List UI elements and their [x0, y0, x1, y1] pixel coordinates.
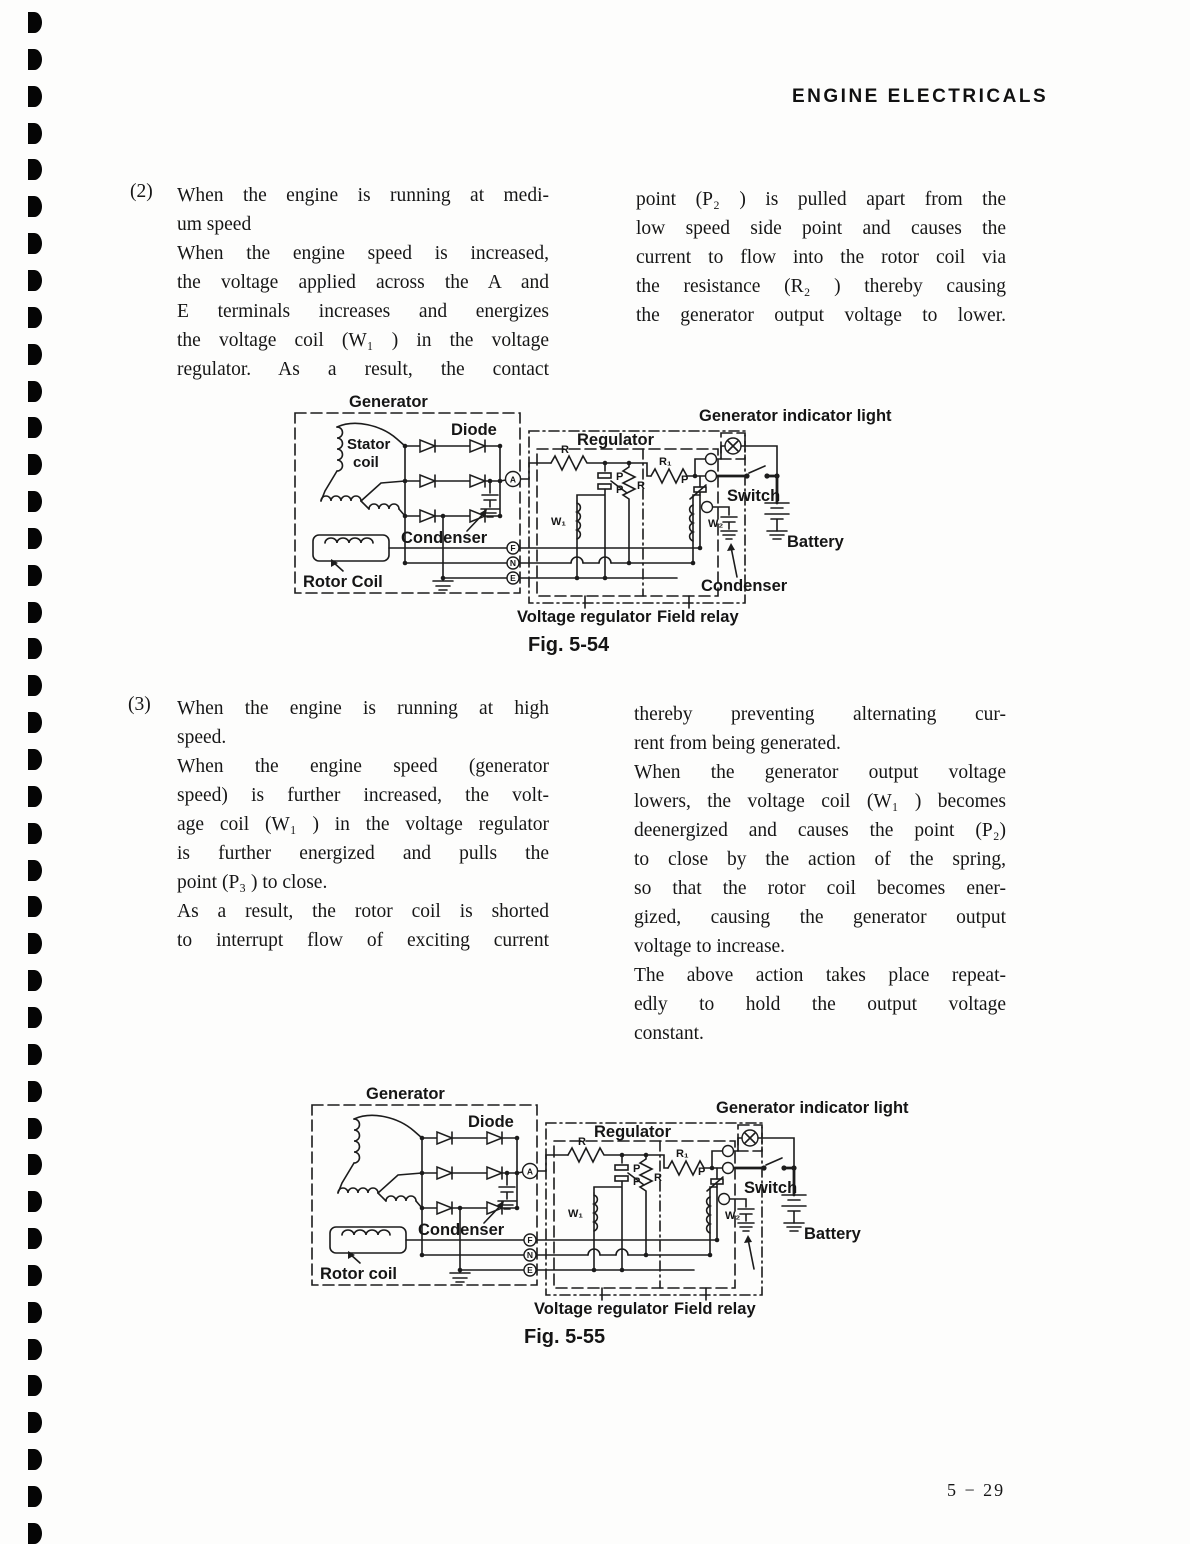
- contact-p-label: P: [633, 1176, 641, 1188]
- generator-label: Generator: [366, 1085, 445, 1103]
- para3-marker: (3): [128, 694, 151, 715]
- terminal-e: E: [527, 1265, 533, 1275]
- field-relay-label: Field relay: [674, 1300, 756, 1318]
- terminal-a: A: [509, 474, 517, 485]
- binding-hole: [28, 638, 42, 659]
- contact-p-label: P: [616, 484, 624, 496]
- text-line: um speed: [177, 214, 252, 235]
- terminal-f: F: [527, 1235, 533, 1245]
- generator-section: [312, 1085, 717, 1285]
- resistor-r-label: R: [561, 444, 569, 456]
- generator-section: [295, 393, 700, 593]
- binding-hole: [28, 1449, 42, 1470]
- binding-hole: [28, 1265, 42, 1286]
- condenser-label: Condenser: [401, 529, 488, 547]
- binding-hole: [28, 1486, 42, 1507]
- coil-w1-label: W₁: [568, 1208, 583, 1220]
- fig-5-54-caption: Fig. 5-54: [528, 634, 610, 656]
- text-line: thereby preventing alternating cur-: [634, 704, 1006, 725]
- binding-hole: [28, 86, 42, 107]
- text-line: the generator output voltage to lower.: [636, 305, 1006, 326]
- coil-w2-label: W₂: [725, 1210, 741, 1222]
- binding-hole: [28, 159, 42, 180]
- binding-hole: [28, 1081, 42, 1102]
- text-line: deenergized and causes the point (P₂): [634, 820, 1006, 841]
- binding-hole: [28, 381, 42, 402]
- battery-icon: [782, 1195, 806, 1231]
- binding-hole: [28, 933, 42, 954]
- resistor-r1-label: R₁: [659, 456, 672, 468]
- terminal-e: E: [510, 573, 516, 583]
- text-line: When the engine is running at high: [177, 698, 549, 719]
- binding-hole: [28, 1191, 42, 1212]
- text-line: E terminals increases and energizes: [177, 301, 549, 322]
- condenser-label: Condenser: [418, 1221, 505, 1239]
- para3-left-column: [177, 694, 549, 955]
- binding-hole: [28, 1523, 42, 1544]
- text-line: speed) is further increased, the volt-: [177, 785, 549, 806]
- contact-p-label: P: [698, 1166, 706, 1178]
- generator-indicator-light-label: Generator indicator light: [699, 407, 892, 425]
- rotor-coil-label: Rotor Coil: [303, 573, 383, 591]
- text-line: the voltage coil (W₁ ) in the voltage: [177, 330, 549, 351]
- text-line: to close by the action of the spring,: [634, 849, 1006, 870]
- voltage-regulator-label: Voltage regulator: [534, 1300, 669, 1318]
- binding-hole: [28, 602, 42, 623]
- binding-hole: [28, 1412, 42, 1433]
- binding-hole: [28, 196, 42, 217]
- binding-hole: [28, 1007, 42, 1028]
- contact-p-label: P: [681, 474, 689, 486]
- binding-hole: [28, 860, 42, 881]
- binding-hole: [28, 1044, 42, 1065]
- diode-label: Diode: [468, 1113, 514, 1131]
- terminal-a: A: [526, 1166, 534, 1177]
- binding-hole: [28, 528, 42, 549]
- binding-hole: [28, 896, 42, 917]
- rotor-coil-label: Rotor coil: [320, 1265, 397, 1283]
- binding-hole: [28, 565, 42, 586]
- binding-hole: [28, 970, 42, 991]
- text-line: When the engine speed (generator: [177, 756, 549, 777]
- terminal-f: F: [510, 543, 516, 553]
- generator-condenser: [401, 481, 499, 547]
- text-line: the resistance (R₂ ) thereby causing: [636, 276, 1006, 297]
- binding-hole: [28, 233, 42, 254]
- generator-condenser: [418, 1173, 516, 1239]
- rotor-coil: [320, 1227, 406, 1283]
- binding-hole: [28, 1118, 42, 1139]
- text-line: As a result, the rotor coil is shorted: [177, 901, 549, 922]
- battery-label: Battery: [787, 533, 844, 551]
- page-header: ENGINE ELECTRICALS: [792, 86, 1049, 107]
- coil-w1-label: W₁: [551, 516, 566, 528]
- contact-p-label: P: [616, 471, 624, 483]
- generator-label: Generator: [349, 393, 428, 411]
- diode-label: Diode: [451, 421, 497, 439]
- lamp-switch-battery-section: [699, 407, 892, 595]
- diode-bridge: [422, 1113, 517, 1214]
- binding-hole: [28, 749, 42, 770]
- text-line: constant.: [634, 1023, 704, 1044]
- resistor-r1-label: R₁: [676, 1148, 689, 1160]
- stator-coil-label: Stator: [347, 436, 391, 453]
- binding-hole: [28, 344, 42, 365]
- text-line: point (P₂ ) is pulled apart from the: [636, 189, 1006, 210]
- text-line: the voltage applied across the A and: [177, 272, 549, 293]
- binding-hole: [28, 712, 42, 733]
- text-line: so that the rotor coil becomes ener-: [634, 878, 1006, 899]
- para2-left-column: [177, 181, 549, 384]
- binding-hole: [28, 823, 42, 844]
- text-line: current to flow into the rotor coil via: [636, 247, 1006, 268]
- generator-indicator-light-label: Generator indicator light: [716, 1099, 909, 1117]
- binding-hole: [28, 675, 42, 696]
- para2-marker: (2): [130, 181, 153, 202]
- binding-hole: [28, 123, 42, 144]
- battery-label: Battery: [804, 1225, 861, 1243]
- regulator-label: Regulator: [577, 431, 655, 449]
- binding-hole: [28, 12, 42, 33]
- text-line: voltage to increase.: [634, 936, 786, 957]
- text-line: to interrupt flow of exciting current: [177, 930, 549, 951]
- rotor-coil: [303, 535, 389, 591]
- resistor-r-label: R: [654, 1172, 662, 1184]
- text-line: edly to hold the output voltage: [634, 994, 1006, 1015]
- binding-hole: [28, 307, 42, 328]
- stator-coil-label: coil: [353, 454, 379, 471]
- text-line: age coil (W₁ ) in the voltage regulator: [177, 814, 549, 835]
- text-line: rent from being generated.: [634, 733, 841, 754]
- text-line: point (P₃ ) to close.: [177, 872, 328, 893]
- switch-label: Switch: [727, 487, 781, 505]
- text-line: When the engine speed is increased,: [177, 243, 549, 264]
- binding-hole: [28, 1302, 42, 1323]
- binding-hole: [28, 49, 42, 70]
- switch-label: Switch: [744, 1179, 798, 1197]
- text-line: speed.: [177, 727, 227, 748]
- page-number: 5 − 29: [947, 1480, 1006, 1500]
- para2-right-column: [636, 185, 1006, 330]
- text-line: low speed side point and causes the: [636, 218, 1006, 239]
- binding-hole: [28, 270, 42, 291]
- binding-hole: [28, 1375, 42, 1396]
- text-line: When the generator output voltage: [634, 762, 1006, 783]
- fig-5-55-caption: Fig. 5-55: [524, 1326, 606, 1348]
- text-line: The above action takes place repeat-: [634, 965, 1006, 986]
- text-line: gized, causing the generator output: [634, 907, 1006, 928]
- binding-hole: [28, 491, 42, 512]
- resistor-r-label: R: [637, 480, 645, 492]
- battery-icon: [765, 503, 789, 539]
- resistor-r-label: R: [578, 1136, 586, 1148]
- terminal-n: N: [509, 558, 517, 568]
- binding-hole: [28, 1154, 42, 1175]
- contact-p-label: P: [633, 1163, 641, 1175]
- fig-5-55-circuit-diagram: [302, 1083, 1082, 1319]
- binding-hole: [28, 786, 42, 807]
- text-line: is further energized and pulls the: [177, 843, 549, 864]
- text-line: lowers, the voltage coil (W₁ ) becomes: [634, 791, 1006, 812]
- regulator-label: Regulator: [594, 1123, 672, 1141]
- text-line: When the engine is running at medi-: [177, 185, 549, 206]
- terminal-n: N: [526, 1250, 534, 1260]
- binding-hole: [28, 417, 42, 438]
- lamp-switch-battery-section: [716, 1099, 909, 1269]
- para3-right-column: [634, 700, 1006, 1048]
- text-line: regulator. As a result, the contact: [177, 359, 549, 380]
- diode-bridge: [405, 421, 500, 522]
- fig-5-54-circuit-diagram: [285, 391, 1065, 627]
- voltage-regulator-label: Voltage regulator: [517, 608, 652, 626]
- binding-hole: [28, 1339, 42, 1360]
- condenser-label: Condenser: [701, 577, 788, 595]
- binding-hole: [28, 1228, 42, 1249]
- binding-hole: [28, 454, 42, 475]
- field-relay-label: Field relay: [657, 608, 739, 626]
- coil-w2-label: W₂: [708, 518, 724, 530]
